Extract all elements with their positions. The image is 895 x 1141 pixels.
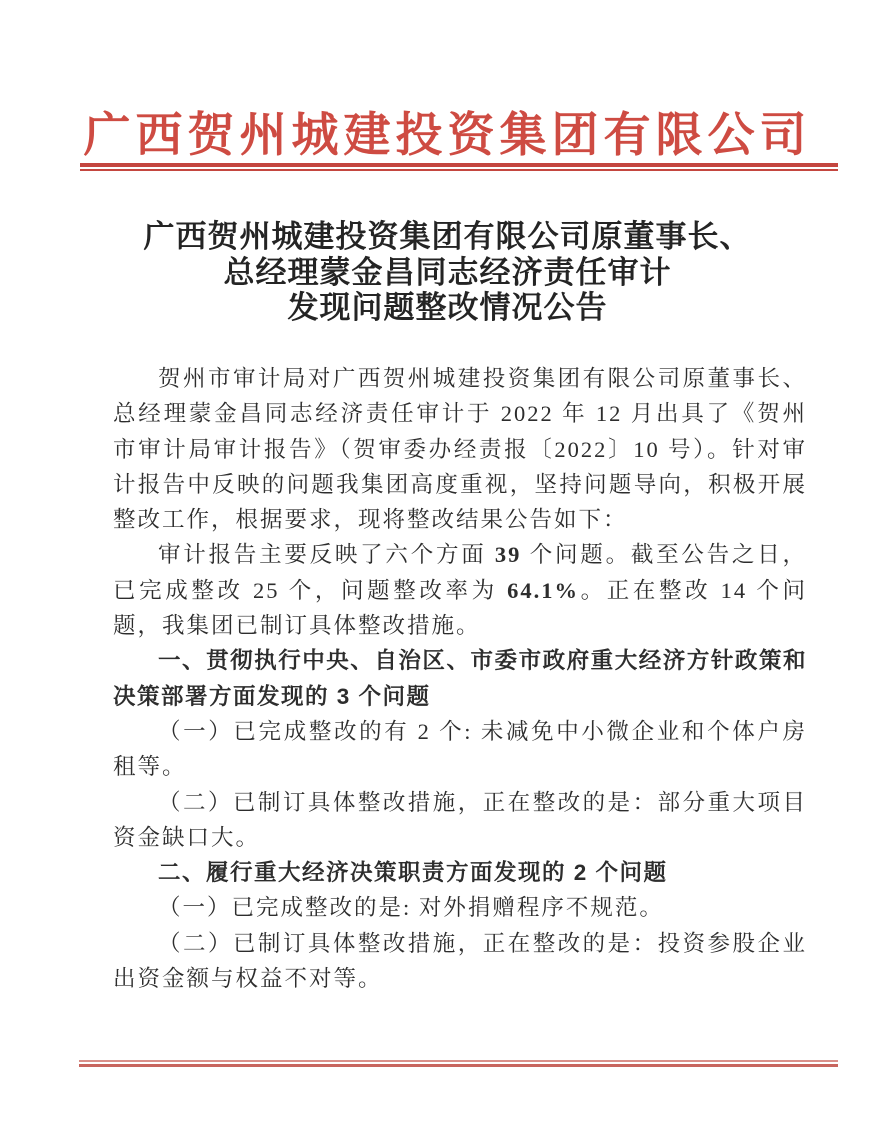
document-title-line: 发现问题整改情况公告 [287,290,608,325]
paragraph [113,537,807,643]
paragraph [113,714,807,785]
divider-line-thin [79,1060,838,1062]
section-heading [113,855,807,890]
document-title-line: 广西贺州城建投资集团有限公司原董事长、 [143,219,752,254]
text-segment: （二）已制订具体整改措施，正在整改的是：投资参股企业出资金额与权益不对等。 [113,930,807,992]
letterhead-divider [80,163,838,171]
document-body [113,361,807,996]
paragraph [113,361,807,537]
text-segment: 贺州市审计局对广西贺州城建投资集团有限公司原董事长、总经理蒙金昌同志经济责任审计于 2022 年 12 月出具了《贺州市审计局审计报告》（贺审委办经责报〔2022〕10 号）。针对审计报告中反映的问题我集团高度重视，坚持问题导向，积极开展整改工作，根据要求，现将整改结果公告如下： [113,366,807,533]
divider-line-thick [79,1064,838,1068]
section-heading [113,643,807,714]
text-segment: 二、履行重大经济决策职责方面发现的 2 个问题 [158,860,668,886]
paragraph [113,890,807,925]
text-segment: 一、贯彻执行中央、自治区、市委市政府重大经济方针政策和决策部署方面发现的 3 个问题 [113,648,807,709]
paragraph [113,926,807,997]
text-segment: 。正在整改 14 个问题，我集团已制订具体整改措施。 [113,577,807,639]
text-segment: （一）已完成整改的有 2 个: 未减免中小微企业和个体户房租等。 [113,718,807,780]
document-title-line: 总经理蒙金昌同志经济责任审计 [223,254,672,290]
text-segment: 审计报告主要反映了六个方面 [158,542,495,568]
bold-figure: 39 [494,542,522,568]
footer-divider [79,1060,838,1067]
text-segment: 个问题。截至公告之日，已完成整改 25 个，问题整改率为 [113,542,807,603]
text-segment: （一）已完成整改的是: 对外捐赠程序不规范。 [158,895,664,921]
document-title [0,219,895,326]
bold-figure: 64.1% [507,577,579,603]
divider-line-thick [80,163,838,167]
divider-line-thin [80,169,838,171]
text-segment: （二）已制订具体整改措施，正在整改的是：部分重大项目资金缺口大。 [113,789,807,850]
paragraph [113,785,807,856]
letterhead-company-name: 广西贺州城建投资集团有限公司 [83,110,812,162]
